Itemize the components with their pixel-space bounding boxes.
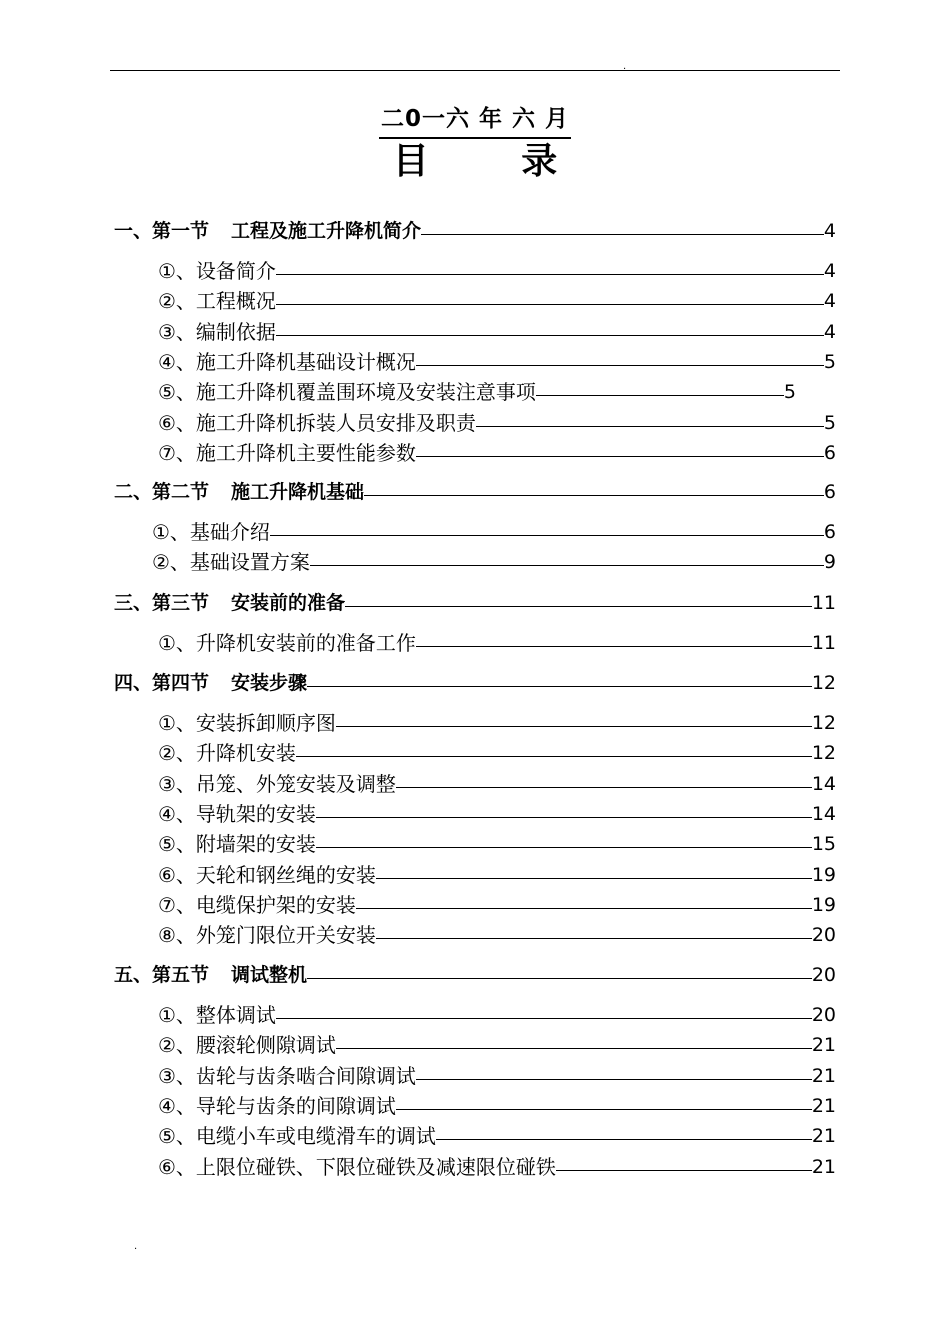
- toc-item-entry[interactable]: [158, 258, 836, 284]
- toc-leader-line: [416, 646, 812, 647]
- toc-page-number: 5: [823, 412, 836, 434]
- toc-leader-line: [421, 234, 824, 235]
- toc-page-number: 6: [823, 481, 836, 503]
- toc-item-label: ②、升降机安装: [158, 741, 296, 765]
- toc-section-label: [114, 590, 345, 616]
- toc-leader-line: [276, 274, 824, 275]
- toc-item-label: ③、吊笼、外笼安装及调整: [158, 772, 396, 796]
- toc-section-number: 一、第一节: [114, 220, 210, 242]
- toc-item-label: ⑦、电缆保护架的安装: [158, 893, 356, 917]
- toc-leader-line: [416, 1079, 812, 1080]
- page-title: 目 录: [392, 141, 598, 182]
- toc-leader-line: [276, 335, 824, 336]
- toc-leader-line: [376, 938, 812, 939]
- toc-item-label: ④、施工升降机基础设计概况: [158, 350, 416, 374]
- toc-leader-line: [276, 304, 824, 305]
- toc-page-number: 15: [811, 833, 836, 855]
- toc-item-entry[interactable]: [158, 349, 836, 375]
- toc-leader-line: [296, 756, 812, 757]
- toc-leader-line: [316, 847, 812, 848]
- toc-page-number: 14: [811, 803, 836, 825]
- toc-item-entry[interactable]: [158, 410, 836, 436]
- toc-item-label: ⑦、施工升降机主要性能参数: [158, 441, 416, 465]
- toc-item-label: ①、整体调试: [158, 1003, 276, 1027]
- toc-leader-line: [276, 1018, 812, 1019]
- toc-page-number: 4: [823, 290, 836, 312]
- header-rule: [110, 70, 840, 71]
- toc-leader-line: [270, 535, 824, 536]
- toc-page-number: 11: [811, 632, 836, 654]
- toc-page-number: 12: [811, 672, 836, 694]
- toc-leader-line: [536, 395, 784, 396]
- toc-item-label: ③、齿轮与齿条啮合间隙调试: [158, 1064, 416, 1088]
- toc-section-number: 五、第五节: [114, 964, 210, 986]
- toc-section-entry[interactable]: [114, 590, 836, 616]
- toc-leader-line: [364, 495, 824, 496]
- toc-leader-line: [307, 978, 812, 979]
- toc-section-label: [114, 670, 307, 696]
- toc-leader-line: [476, 426, 824, 427]
- toc-item-entry[interactable]: [158, 771, 836, 797]
- toc-page-number: 14: [811, 773, 836, 795]
- toc-leader-line: [556, 1170, 812, 1171]
- toc-page-number: 12: [811, 712, 836, 734]
- toc-item-entry[interactable]: [158, 1063, 836, 1089]
- toc-leader-line: [416, 365, 824, 366]
- toc-section-title: 施工升降机基础: [231, 481, 365, 503]
- toc-item-label: ⑥、施工升降机拆装人员安排及职责: [158, 411, 476, 435]
- toc-item-label: ③、编制依据: [158, 320, 276, 344]
- toc-page-number: 19: [811, 894, 836, 916]
- toc-page-number: 21: [811, 1156, 836, 1178]
- toc-page-number: 20: [811, 964, 836, 986]
- toc-item-label: ⑥、天轮和钢丝绳的安装: [158, 863, 376, 887]
- toc-item-entry[interactable]: [158, 862, 836, 888]
- toc-item-label: ⑧、外笼门限位开关安装: [158, 923, 376, 947]
- toc-section-title: 调试整机: [231, 964, 308, 986]
- toc-item-entry[interactable]: [158, 922, 836, 948]
- toc-item-entry[interactable]: [158, 1154, 836, 1180]
- toc-leader-line: [436, 1139, 812, 1140]
- toc-section-number: 三、第三节: [114, 592, 210, 614]
- toc-item-label: ②、基础设置方案: [152, 550, 310, 574]
- toc-leader-line: [376, 878, 812, 879]
- toc-page-number: 4: [823, 220, 836, 242]
- document-date-text: 二0一六 年 六 月: [379, 100, 571, 139]
- toc-item-entry[interactable]: [158, 379, 796, 405]
- toc-item-label: ①、安装拆卸顺序图: [158, 711, 336, 735]
- toc-page-number: 9: [823, 551, 836, 573]
- toc-section-entry[interactable]: [114, 479, 836, 505]
- toc-item-entry[interactable]: [158, 801, 836, 827]
- toc-section-title: 安装前的准备: [231, 592, 346, 614]
- toc-item-entry[interactable]: [152, 549, 836, 575]
- toc-leader-line: [336, 1048, 812, 1049]
- toc-item-label: ④、导轨架的安装: [158, 802, 316, 826]
- toc-item-label: ⑥、上限位碰铁、下限位碰铁及减速限位碰铁: [158, 1155, 556, 1179]
- toc-leader-line: [356, 908, 812, 909]
- toc-section-entry[interactable]: [114, 670, 836, 696]
- toc-item-entry[interactable]: [158, 892, 836, 918]
- toc-page-number: 12: [811, 742, 836, 764]
- toc-page-number: 4: [823, 260, 836, 282]
- toc-section-title: 工程及施工升降机简介: [231, 220, 422, 242]
- toc-item-label: ⑤、电缆小车或电缆滑车的调试: [158, 1124, 436, 1148]
- toc-leader-line: [396, 787, 812, 788]
- toc-item-label: ⑤、附墙架的安装: [158, 832, 316, 856]
- toc-page-number: 21: [811, 1095, 836, 1117]
- toc-item-entry[interactable]: [158, 319, 836, 345]
- toc-item-label: ①、升降机安装前的准备工作: [158, 631, 416, 655]
- toc-item-entry[interactable]: [158, 1123, 836, 1149]
- toc-section-entry[interactable]: [114, 218, 836, 244]
- toc-item-entry[interactable]: [158, 1032, 836, 1058]
- toc-item-entry[interactable]: [158, 1093, 836, 1119]
- toc-leader-line: [316, 817, 812, 818]
- toc-item-entry[interactable]: [158, 288, 836, 314]
- toc-leader-line: [310, 565, 824, 566]
- toc-item-entry[interactable]: [152, 519, 836, 545]
- toc-leader-line: [336, 726, 812, 727]
- toc-leader-line: [416, 456, 824, 457]
- toc-page-number: 21: [811, 1034, 836, 1056]
- toc-section-number: 四、第四节: [114, 672, 210, 694]
- toc-item-label: ②、腰滚轮侧隙调试: [158, 1033, 336, 1057]
- toc-item-label: ①、设备简介: [158, 259, 276, 283]
- toc-item-label: ①、基础介绍: [152, 520, 270, 544]
- toc-page-number: 21: [811, 1065, 836, 1087]
- toc-item-label: ②、工程概况: [158, 289, 276, 313]
- toc-section-label: [114, 218, 421, 244]
- toc-item-entry[interactable]: [158, 630, 836, 656]
- toc-page-number: 11: [811, 592, 836, 614]
- toc-page-number: 4: [823, 321, 836, 343]
- toc-page-number: 20: [811, 1004, 836, 1026]
- toc-section-label: [114, 479, 364, 505]
- toc-section-label: [114, 962, 307, 988]
- toc-page-number: 5: [823, 351, 836, 373]
- toc-section-title: 安装步骤: [231, 672, 308, 694]
- toc-page-number: 21: [811, 1125, 836, 1147]
- toc-page-number: 6: [823, 442, 836, 464]
- toc-item-entry[interactable]: [158, 710, 836, 736]
- toc-item-entry[interactable]: [158, 440, 836, 466]
- toc-item-label: ⑤、施工升降机覆盖围环境及安装注意事项: [158, 380, 536, 404]
- toc-item-entry[interactable]: [158, 831, 836, 857]
- toc-page-number: 19: [811, 864, 836, 886]
- toc-item-entry[interactable]: [158, 1002, 836, 1028]
- toc-section-entry[interactable]: [114, 962, 836, 988]
- toc-item-entry[interactable]: [158, 740, 836, 766]
- toc-section-number: 二、第二节: [114, 481, 210, 503]
- toc-leader-line: [345, 606, 812, 607]
- toc-leader-line: [307, 686, 812, 687]
- toc-page-number: 6: [823, 521, 836, 543]
- toc-page-number: 5: [783, 381, 796, 403]
- toc-item-label: ④、导轮与齿条的间隙调试: [158, 1094, 396, 1118]
- toc-page-number: 20: [811, 924, 836, 946]
- footer-mark: .: [134, 1241, 138, 1252]
- toc-leader-line: [396, 1109, 812, 1110]
- header-mark: .: [623, 61, 627, 72]
